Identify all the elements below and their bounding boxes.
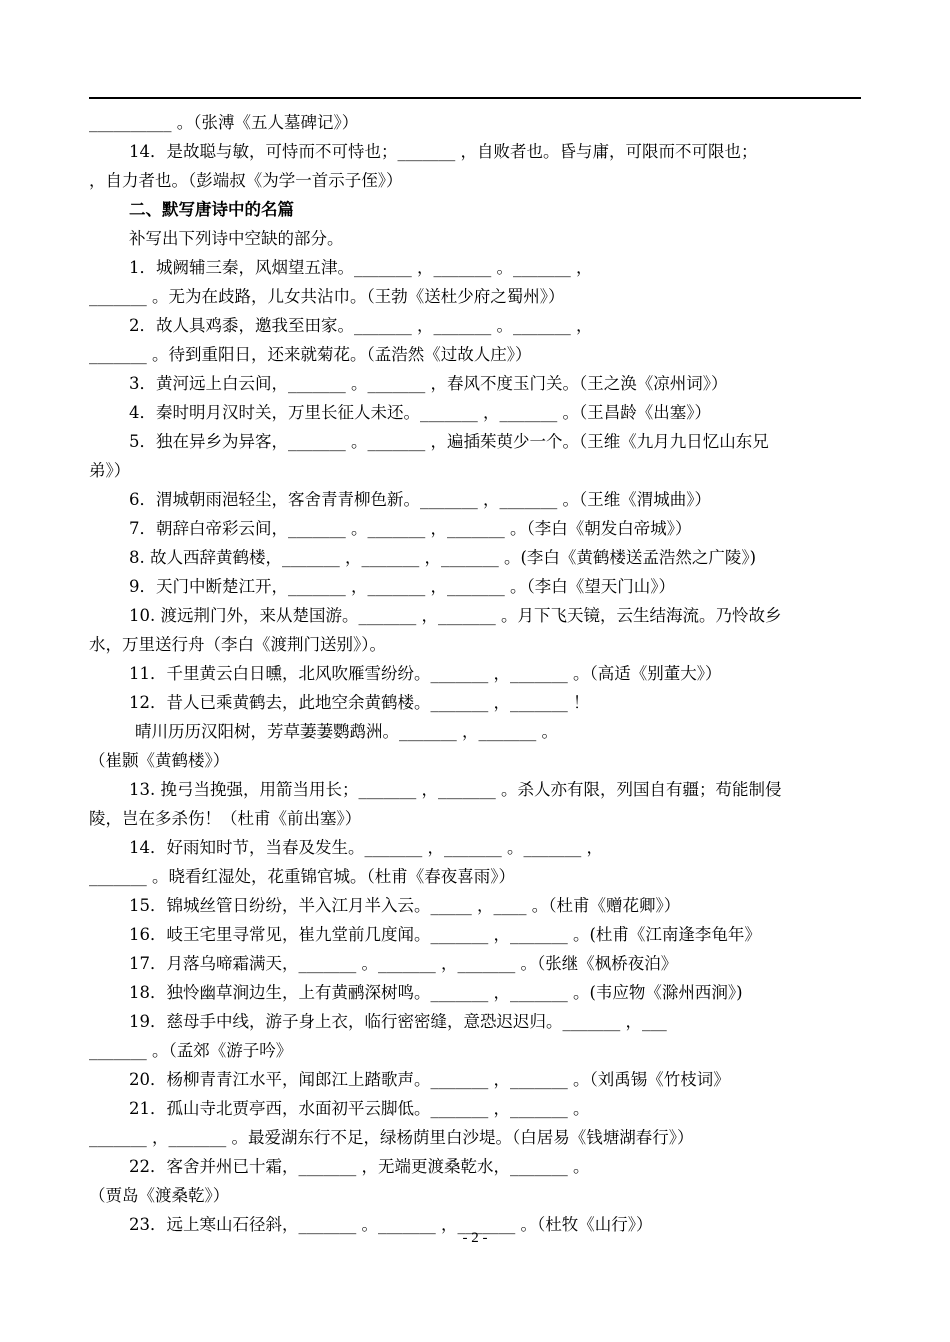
question-line: _______ 。晓看红湿处，花重锦官城。（杜甫《春夜喜雨》） (89, 867, 515, 886)
question-line: 11．千里黄云白日曛，北风吹雁雪纷纷。_______ ，_______ 。（高适《别董大》） (129, 664, 722, 683)
document-body (89, 108, 861, 1239)
question-line: 22．客舍并州已十霜，_______ ，无端更渡桑乾水，_______ 。 (129, 1157, 590, 1176)
question-line: _______ 。无为在歧路，儿女共沾巾。（王勃《送杜少府之蜀州》） (89, 287, 565, 306)
question-line: 19．慈母手中线，游子身上衣，临行密密缝，意恐迟迟归。_______ ，___ (129, 1012, 667, 1031)
text-line: __________ 。（张溥《五人墓碑记》） (89, 113, 359, 132)
question-line: 10. 渡远荆门外，来从楚国游。_______ ，_______ 。月下飞天镜，云生结海流。乃怜故乡 (129, 606, 782, 625)
question-line: 15．锦城丝管日纷纷，半入江月半入云。_____ ，____ 。（杜甫《赠花卿》） (129, 896, 681, 915)
question-line: _______ ，_______ 。最爱湖东行不足，绿杨荫里白沙堤。（白居易《钱塘湖春行》） (89, 1128, 694, 1147)
question-line: 4．秦时明月汉时关，万里长征人未还。_______ ，_______ 。（王昌龄《出塞》） (129, 403, 711, 422)
question-line: 23．远上寒山石径斜，_______ 。_______ ，_______ 。（杜牧《山行》） (129, 1215, 653, 1234)
question-line: 13. 挽弓当挽强，用箭当用长；_______ ，_______ 。杀人亦有限，列国自有疆；苟能制侵 (129, 780, 782, 799)
section-heading: 二、默写唐诗中的名篇 (129, 200, 294, 219)
question-line: _______ 。待到重阳日，还来就菊花。（孟浩然《过故人庄》） (89, 345, 532, 364)
question-line: 16．岐王宅里寻常见，崔九堂前几度闻。_______ ，_______ 。(杜甫《江南逢李龟年》 (129, 925, 761, 944)
question-line: 3．黄河远上白云间，_______ 。_______ ，春风不度玉门关。（王之涣《凉州词》） (129, 374, 728, 393)
question-line: 18．独怜幽草涧边生，上有黄鹂深树鸣。_______ ，_______ 。(韦应物《滁州西涧》) (129, 983, 743, 1002)
question-line: 弟》） (89, 461, 131, 480)
question-line: 20．杨柳青青江水平，闻郎江上踏歌声。_______ ，_______ 。（刘禹锡《竹枝词》 (129, 1070, 730, 1089)
question-line: （贾岛《渡桑乾》） (89, 1186, 230, 1205)
question-line: 9．天门中断楚江开，_______ ，_______ ，_______ 。（李白《望天门山》） (129, 577, 675, 596)
question-line: 水，万里送行舟（李白《渡荆门送别》）。 (89, 635, 386, 654)
question-line: 7．朝辞白帝彩云间，_______ 。_______ ，_______ 。（李白《朝发白帝城》） (129, 519, 692, 538)
question-line: 陵，岂在多杀伤！（杜甫《前出塞》） (89, 809, 362, 828)
question-line: 12．昔人已乘黄鹤去，此地空余黄鹤楼。_______ ，_______ ！ (129, 693, 590, 712)
question-line: 1．城阙辅三秦，风烟望五津。_______ ，_______ 。_______ ， (129, 258, 593, 277)
question-line: 6．渭城朝雨浥轻尘，客舍青青柳色新。_______ ，_______ 。（王维《渭城曲》） (129, 490, 711, 509)
question-line: 14．好雨知时节，当春及发生。_______ ，_______ 。_______ ， (129, 838, 603, 857)
question-line: 17．月落乌啼霜满天，_______ 。_______ ，_______ 。（张继《枫桥夜泊》 (129, 954, 678, 973)
question-line: （崔颢《黄鹤楼》） (89, 751, 230, 770)
question-line: 5．独在异乡为异客，_______ 。_______ ，遍插茱萸少一个。（王维《九月九日忆山东兄 (129, 432, 769, 451)
question-line: 21．孤山寺北贾亭西，水面初平云脚低。_______ ，_______ 。 (129, 1099, 590, 1118)
text-line: 14．是故聪与敏，可恃而不可恃也；_______ ，自败者也。昏与庸，可限而不可限也； (129, 142, 758, 161)
text-line: ，自力者也。（彭端叔《为学一首示子侄》） (89, 171, 403, 190)
question-line: 2．故人具鸡黍，邀我至田家。_______ ，_______ 。_______ ， (129, 316, 593, 335)
question-line: 8. 故人西辞黄鹤楼，_______ ，_______ ，_______ 。(李白《黄鹤楼送孟浩然之广陵》) (129, 548, 757, 567)
question-line: _______ 。（孟郊《游子吟》 (89, 1041, 293, 1060)
instruction-text: 补写出下列诗中空缺的部分。 (129, 229, 344, 248)
page-number: - 2 - (462, 1230, 488, 1246)
question-line: 晴川历历汉阳树，芳草萋萋鹦鹉洲。_______ ，_______ 。 (135, 722, 558, 741)
header-rule (89, 97, 861, 99)
